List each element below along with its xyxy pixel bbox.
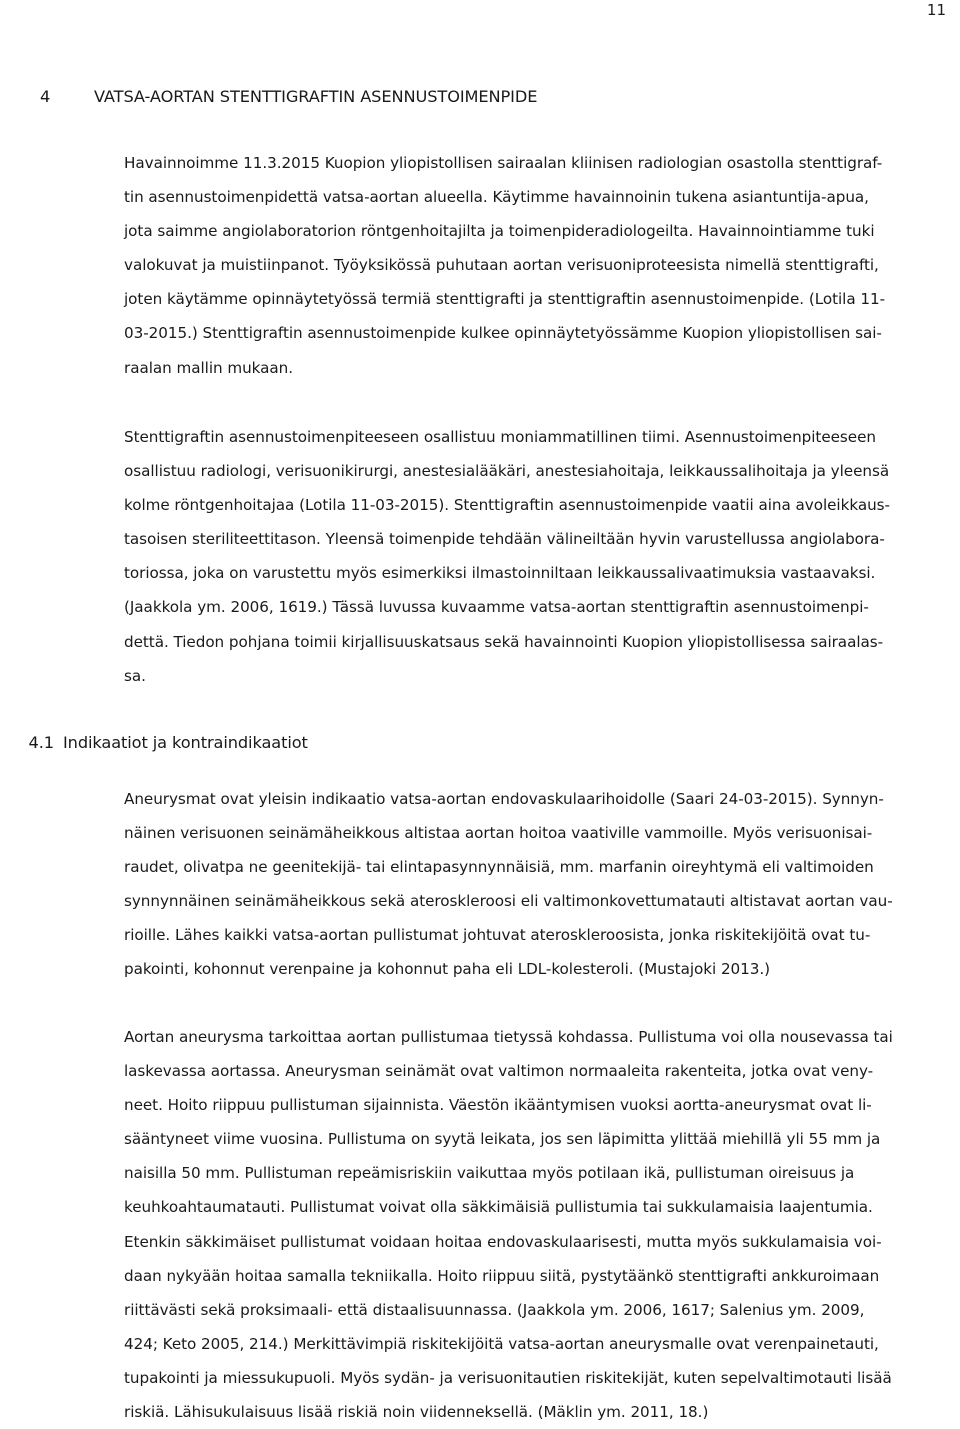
text-line: 424; Keto 2005, 214.) Merkittävimpiä riskitekijöitä vatsa-aortan aneurysmalle ovat verenpainetauti, (124, 1334, 879, 1353)
text-line: 03-2015.) Stenttigraftin asennustoimenpide kulkee opinnäytetyössämme Kuopion yliopistollisen sai- (124, 324, 882, 343)
page-number: 11 (926, 1, 946, 19)
text-line: jota saimme angiolaboratorion röntgenhoitajilta ja toimenpideradiologeilta. Havainnointiamme tuki (124, 222, 875, 241)
text-line: Etenkin säkkimäiset pullistumat voidaan hoitaa endovaskulaarisesti, mutta myös sukkulamaisia voi- (124, 1232, 882, 1251)
text-line: neet. Hoito riippuu pullistuman sijainnista. Väestön ikääntymisen vuoksi aortta-aneurysmat ovat li- (124, 1096, 872, 1115)
text-line: Aneurysmat ovat yleisin indikaatio vatsa-aortan endovaskulaarihoidolle (Saari 24-03-2015). Synnyn- (124, 790, 884, 808)
text-line: riskiä. Lähisukulaisuus lisää riskiä noin viidenneksellä. (Mäklin ym. 2011, 18.) (124, 1403, 709, 1422)
text-line: sa. (124, 666, 146, 685)
text-line: daan nykyään hoitaa samalla tekniikalla. Hoito riippuu siitä, pystytäänkö stenttigrafti ankkuroimaan (124, 1266, 880, 1285)
text-line: synnynnäinen seinämäheikkous sekä ateroskleroosi eli valtimonkovettumatauti altistavat aortan vau- (124, 892, 893, 911)
text-line: näinen verisuonen seinämäheikkous altistaa aortan hoitoa vaativille vammoille. Myös verisuonisai- (124, 824, 873, 843)
text-line: rioille. Lähes kaikki vatsa-aortan pullistumat johtuvat ateroskleroosista, jonka riskitekijöitä ovat tu- (124, 926, 871, 945)
text-line: osallistuu radiologi, verisuonikirurgi, anestesialääkäri, anestesiahoitaja, leikkaussalihoitaja ja yleensä (124, 462, 890, 481)
paragraph (124, 420, 890, 693)
text-line: pakointi, kohonnut verenpaine ja kohonnut paha eli LDL-kolesteroli. (Mustajoki 2013.) (124, 960, 771, 979)
chapter-heading (40, 86, 537, 108)
text-line: dettä. Tiedon pohjana toimii kirjallisuuskatsaus sekä havainnointi Kuopion yliopistollisessa sairaalas- (124, 632, 884, 651)
paragraph (124, 1020, 893, 1429)
text-line: kolme röntgenhoitajaa (Lotila 11-03-2015). Stenttigraftin asennustoimenpide vaatii aina avoleikkaus- (124, 496, 890, 515)
text-line: (Jaakkola ym. 2006, 1619.) Tässä luvussa kuvaamme vatsa-aortan stenttigraftin asennustoimenpi- (124, 598, 869, 617)
text-line: raalan mallin mukaan. (124, 358, 294, 377)
text-line: laskevassa aortassa. Aneurysman seinämät ovat valtimon normaaleita rakenteita, jotka ovat veny- (124, 1062, 874, 1081)
section-title: Indikaatiot ja kontraindikaatiot (63, 733, 308, 752)
text-line: tupakointi ja miessukupuoli. Myös sydän- ja verisuonitautien riskitekijät, kuten sepelvaltimotauti lisää (124, 1368, 892, 1387)
paragraph (124, 782, 893, 987)
section-heading (0, 732, 308, 754)
text-line: toriossa, joka on varustettu myös esimerkiksi ilmastoinniltaan leikkaussalivaatimuksia vastaavaksi. (124, 564, 876, 583)
text-line: raudet, olivatpa ne geenitekijä- tai elintapasynnynnäisiä, mm. marfanin oireyhtymä eli valtimoiden (124, 858, 874, 877)
text-line: Havainnoimme 11.3.2015 Kuopion yliopistollisen sairaalan kliinisen radiologian osastolla stenttigraf- (124, 154, 883, 172)
text-line: joten käytämme opinnäytetyössä termiä stenttigrafti ja stenttigraftin asennustoimenpide. (Lotila 11- (124, 290, 886, 309)
chapter-title: VATSA-AORTAN STENTTIGRAFTIN ASENNUSTOIMENPIDE (94, 87, 538, 106)
text-line: naisilla 50 mm. Pullistuman repeämisriskiin vaikuttaa myös potilaan ikä, pullistuman oireisuus ja (124, 1164, 855, 1183)
text-line: tin asennustoimenpidettä vatsa-aortan alueella. Käytimme havainnoinin tukena asiantuntija-apua, (124, 188, 869, 207)
text-line: Aortan aneurysma tarkoittaa aortan pullistumaa tietyssä kohdassa. Pullistuma voi olla nousevassa tai (124, 1028, 893, 1046)
chapter-number: 4 (40, 87, 51, 106)
paragraph (124, 146, 885, 385)
text-line: valokuvat ja muistiinpanot. Työyksikössä puhutaan aortan verisuoniproteesista nimellä stenttigrafti, (124, 256, 879, 275)
section-number: 4.1 (28, 733, 54, 752)
text-line: sääntyneet viime vuosina. Pullistuma on syytä leikata, jos sen läpimitta ylittää miehillä yli 55 mm ja (124, 1130, 881, 1149)
text-line: riittävästi sekä proksimaali- että distaalisuunnassa. (Jaakkola ym. 2006, 1617; Salenius ym. 2009, (124, 1300, 865, 1319)
text-line: Stenttigraftin asennustoimenpiteeseen osallistuu moniammatillinen tiimi. Asennustoimenpiteeseen (124, 428, 876, 446)
text-line: tasoisen steriliteettitason. Yleensä toimenpide tehdään välineiltään hyvin varustellussa angiolabora- (124, 530, 885, 549)
text-line: keuhkoahtaumatauti. Pullistumat voivat olla säkkimäisiä pullistumia tai sukkulamaisia laajentumia. (124, 1198, 873, 1217)
